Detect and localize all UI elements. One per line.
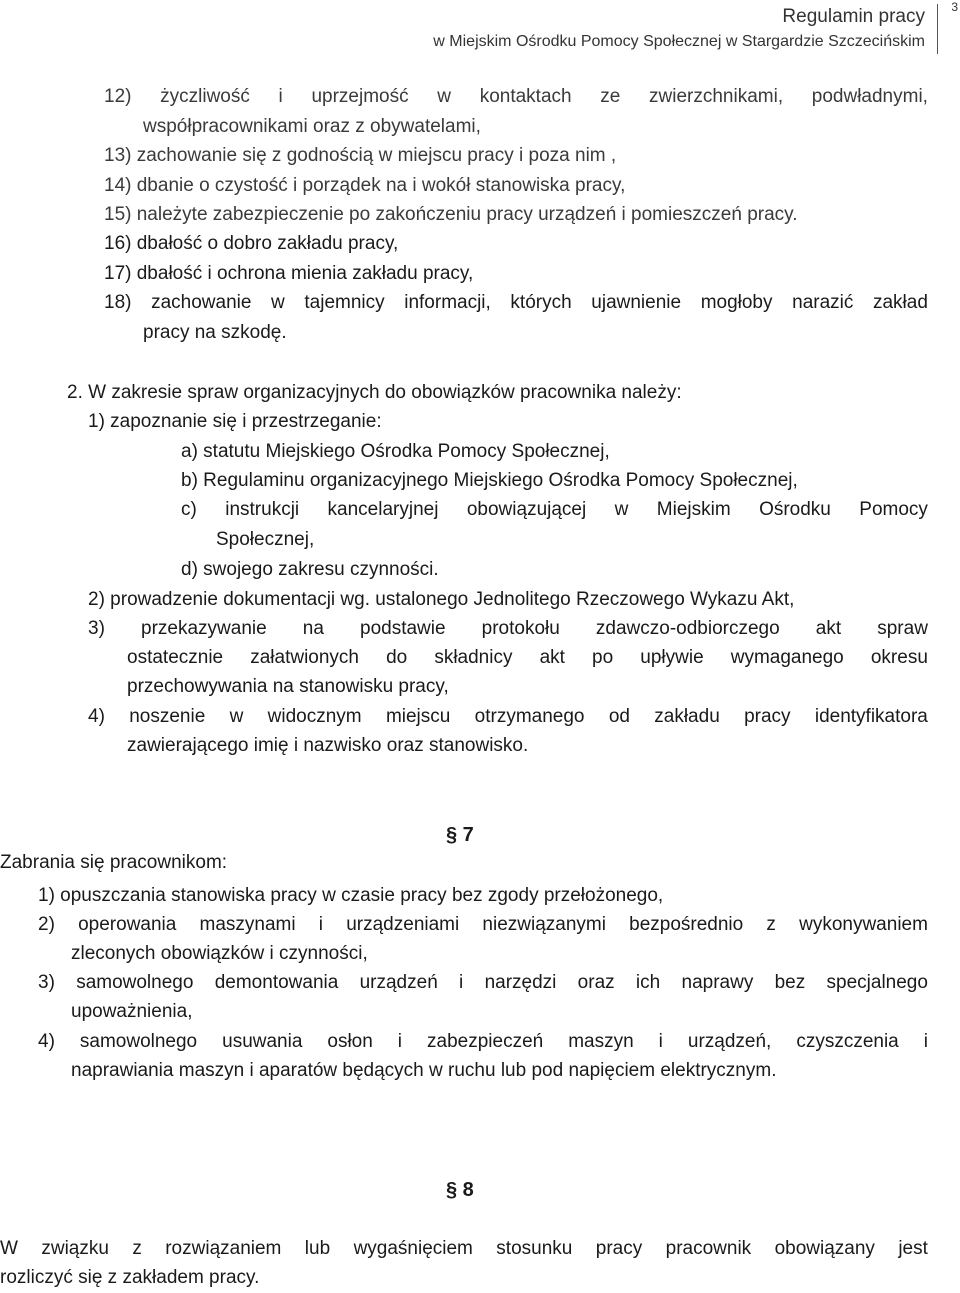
point-2-item-3-line2-wrap (127, 645, 928, 671)
section-7-intro: Zabrania się pracownikom: (0, 852, 228, 873)
section-7-item-2 (38, 912, 928, 938)
section-7-item-3-line2: upoważnienia, (71, 1001, 193, 1022)
document-subtitle: w Miejskim Ośrodku Pomocy Społecznej w Stargardzie Szczecińskim (433, 33, 925, 50)
point-2-item-2: 2) prowadzenie dokumentacji wg. ustalonego Jednolitego Rzeczowego Wykazu Akt, (88, 589, 795, 610)
section-7-item-4-line1: 4) samowolnego usuwania osłon i zabezpieczeń maszyn i urządzeń, czyszczenia i (38, 1031, 928, 1052)
list-item-18-line1: 18) zachowanie w tajemnicy informacji, których ujawnienie mogłoby narazić zakład (104, 292, 928, 313)
section-8-text-line2: rozliczyć się z zakładem pracy. (0, 1267, 260, 1288)
section-7-item-3-line1: 3) samowolnego demontowania urządzeń i narzędzi oraz ich naprawy bez specjalnego (38, 972, 928, 993)
point-2-item-1: 1) zapoznanie się i przestrzeganie: (88, 411, 382, 432)
section-8-heading: § 8 (446, 1179, 474, 1201)
list-item-16: 16) dbałość o dobro zakładu pracy, (104, 233, 399, 254)
point-2-item-c-line1: c) instrukcji kancelaryjnej obowiązującej w Miejskim Ośrodku Pomocy (181, 499, 928, 520)
list-item-12-line1: 12) życzliwość i uprzejmość w kontaktach ze zwierzchnikami, podwładnymi, (104, 86, 928, 107)
section-7-item-4 (38, 1029, 928, 1055)
section-8-text (0, 1236, 928, 1262)
list-item-18-line2: pracy na szkodę. (143, 322, 287, 343)
point-2-item-c (181, 497, 928, 523)
point-2-item-4 (88, 704, 928, 730)
point-2-item-c-line2: Społecznej, (216, 529, 315, 550)
list-item-18 (104, 290, 928, 316)
page-number: 3 (951, 0, 958, 14)
list-item-13: 13) zachowanie się z godnością w miejscu pracy i poza nim , (104, 145, 617, 166)
section-7-heading: § 7 (446, 824, 474, 846)
list-item-15: 15) należyte zabezpieczenie po zakończeniu pracy urządzeń i pomieszczeń pracy. (104, 204, 798, 225)
list-item-14: 14) dbanie o czystość i porządek na i wokół stanowiska pracy, (104, 175, 626, 196)
point-2-item-4-line2: zawierającego imię i nazwisko oraz stanowisko. (127, 735, 529, 756)
point-2-item-d: d) swojego zakresu czynności. (181, 559, 439, 580)
running-header (433, 4, 938, 54)
section-7-item-2-line1: 2) operowania maszynami i urządzeniami niezwiązanymi bezpośrednio z wykonywaniem (38, 914, 928, 935)
point-2-intro: 2. W zakresie spraw organizacyjnych do obowiązków pracownika należy: (67, 382, 682, 403)
point-2-item-a: a) statutu Miejskiego Ośrodka Pomocy Społecznej, (181, 441, 610, 462)
list-item-17: 17) dbałość i ochrona mienia zakładu pracy, (104, 263, 474, 284)
section-7-item-1: 1) opuszczania stanowiska pracy w czasie pracy bez zgody przełożonego, (38, 885, 664, 906)
point-2-item-3 (88, 616, 928, 642)
point-2-item-3-line1: 3) przekazywanie na podstawie protokołu zdawczo-odbiorczego akt spraw (88, 618, 928, 639)
point-2-item-4-line1: 4) noszenie w widocznym miejscu otrzymanego od zakładu pracy identyfikatora (88, 706, 928, 727)
point-2-item-3-line2: ostatecznie załatwionych do składnicy akt po upływie wymaganego okresu (127, 647, 928, 668)
document-title: Regulamin pracy (782, 6, 925, 27)
list-item-12 (104, 84, 928, 110)
section-8-text-line1: W związku z rozwiązaniem lub wygaśnięciem stosunku pracy pracownik obowiązany jest (0, 1238, 928, 1259)
section-7-item-4-line2: naprawiania maszyn i aparatów będących w ruchu lub pod napięciem elektrycznym. (71, 1060, 777, 1081)
list-item-12-line2: współpracownikami oraz z obywatelami, (143, 116, 481, 137)
section-7-item-3 (38, 970, 928, 996)
point-2-item-3-line3: przechowywania na stanowisku pracy, (127, 676, 449, 697)
section-7-item-2-line2: zleconych obowiązków i czynności, (71, 943, 368, 964)
point-2-item-b: b) Regulaminu organizacyjnego Miejskiego Ośrodka Pomocy Społecznej, (181, 470, 798, 491)
